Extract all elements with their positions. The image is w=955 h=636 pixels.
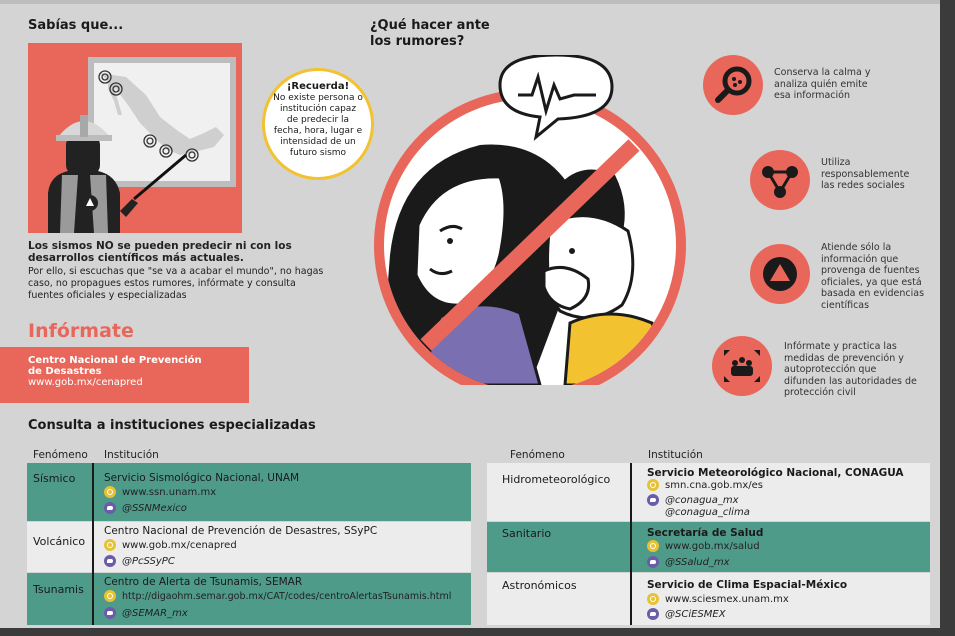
left-column-divider xyxy=(92,463,94,625)
recuerda-body: No existe persona o institución capaz de predecir la fecha, hora, lugar e intensidad de un futuro sismo xyxy=(273,93,363,158)
twitter-icon xyxy=(647,494,659,506)
web-url[interactable]: smn.cna.gob.mx/es xyxy=(665,479,763,491)
twitter-handle[interactable]: @conagua_mx xyxy=(665,494,739,506)
web-url[interactable]: www.ssn.unam.mx xyxy=(122,486,217,498)
right-border xyxy=(940,0,955,628)
cenapred-name: Centro Nacional de Prevención de Desastres xyxy=(28,355,202,377)
web-icon xyxy=(647,540,659,552)
web-link[interactable] xyxy=(104,590,451,602)
row-fenomeno: Sísmico xyxy=(33,472,76,485)
cenapred-link[interactable]: www.gob.mx/cenapred xyxy=(28,377,143,388)
center-title: ¿Qué hacer ante los rumores? xyxy=(370,18,490,49)
sabias-title: Sabías que... xyxy=(28,18,124,33)
fact-body: Por ello, si escuchas que "se va a acabar el mundo", no hagas caso, no propagues estos rumores, infórmate y consulta fuentes oficiales y especializadas xyxy=(28,266,324,301)
web-link[interactable] xyxy=(104,539,237,551)
row-institucion: Servicio Meteorológico Nacional, CONAGUA xyxy=(647,467,904,479)
web-icon xyxy=(104,486,116,498)
consulta-title: Consulta a instituciones especializadas xyxy=(28,418,316,433)
engineer-illustration xyxy=(28,43,242,233)
right-col-fenomeno: Fenómeno xyxy=(510,449,565,461)
right-column-divider xyxy=(630,463,632,625)
tip-2-text: Utiliza responsablemente las redes sociales xyxy=(821,157,910,191)
twitter-icon xyxy=(104,502,116,514)
twitter-link[interactable] xyxy=(647,608,726,620)
row-institucion: Servicio de Clima Espacial-México xyxy=(647,579,848,591)
web-url[interactable]: www.gob.mx/cenapred xyxy=(122,539,237,551)
row-institucion: Servicio Sismológico Nacional, UNAM xyxy=(104,472,300,484)
row-institucion: Centro Nacional de Prevención de Desastres, SSyPC xyxy=(104,525,378,537)
right-col-institucion: Institución xyxy=(648,449,703,461)
informate-title: Infórmate xyxy=(28,320,134,342)
web-link[interactable] xyxy=(647,540,760,552)
bottom-border xyxy=(0,628,955,636)
tip-4-text: Infórmate y practica las medidas de prevención y autoprotección que difunden las autoridades de protección civil xyxy=(784,341,917,398)
tip-3-text: Atiende sólo la información que provenga de fuentes oficiales, ya que está basada en evidencias científicas xyxy=(821,242,925,311)
twitter-icon xyxy=(647,556,659,568)
recuerda-badge xyxy=(262,68,374,180)
cenapred-box xyxy=(0,347,249,403)
twitter-icon xyxy=(647,608,659,620)
twitter-icon xyxy=(104,607,116,619)
magnifier-icon xyxy=(703,55,763,115)
twitter-handle[interactable]: @PcSSyPC xyxy=(122,555,175,567)
row-fenomeno: Sanitario xyxy=(502,527,552,540)
web-link[interactable] xyxy=(104,486,216,498)
warning-icon xyxy=(750,244,810,304)
web-icon xyxy=(104,590,116,602)
twitter-link[interactable] xyxy=(647,556,730,568)
network-icon xyxy=(750,150,810,210)
twitter-link[interactable] xyxy=(104,555,175,567)
twitter-handle[interactable]: @SCiESMEX xyxy=(665,608,726,620)
row-fenomeno: Volcánico xyxy=(33,535,86,548)
twitter-link[interactable] xyxy=(104,502,187,514)
twitter-handle[interactable]: @SSalud_mx xyxy=(665,556,730,568)
row-institucion: Secretaría de Salud xyxy=(647,527,764,539)
web-link[interactable] xyxy=(647,479,763,491)
row-fenomeno: Astronómicos xyxy=(502,579,577,592)
row-institucion: Centro de Alerta de Tsunamis, SEMAR xyxy=(104,576,303,588)
no-rumors-illustration xyxy=(360,55,700,385)
recuerda-title: ¡Recuerda! xyxy=(286,81,350,92)
web-icon xyxy=(104,539,116,551)
web-icon xyxy=(647,593,659,605)
fact-bold: Los sismos NO se pueden predecir ni con los desarrollos científicos más actuales. xyxy=(28,240,292,264)
left-col-institucion: Institución xyxy=(104,449,159,461)
twitter-handle[interactable]: @SEMAR_mx xyxy=(122,607,188,619)
twitter-icon xyxy=(104,555,116,567)
evacuation-icon xyxy=(712,336,772,396)
web-url[interactable]: http://digaohm.semar.gob.mx/CAT/codes/centroAlertasTsunamis.html xyxy=(122,590,452,602)
web-url[interactable]: www.gob.mx/salud xyxy=(665,540,760,552)
row-fenomeno: Tsunamis xyxy=(33,583,84,596)
web-icon xyxy=(647,479,659,491)
tip-1-text: Conserva la calma y analiza quién emite esa información xyxy=(774,67,871,101)
top-border xyxy=(0,0,955,4)
twitter-link[interactable] xyxy=(665,507,750,518)
web-link[interactable] xyxy=(647,593,789,605)
twitter-handle[interactable]: @SSNMexico xyxy=(122,502,187,514)
row-fenomeno: Hidrometeorológico xyxy=(502,473,611,486)
left-col-fenomeno: Fenómeno xyxy=(33,449,88,461)
web-url[interactable]: www.sciesmex.unam.mx xyxy=(665,593,789,605)
twitter-handle[interactable]: @conagua_clima xyxy=(665,507,750,518)
twitter-link[interactable] xyxy=(647,494,739,506)
twitter-link[interactable] xyxy=(104,607,188,619)
